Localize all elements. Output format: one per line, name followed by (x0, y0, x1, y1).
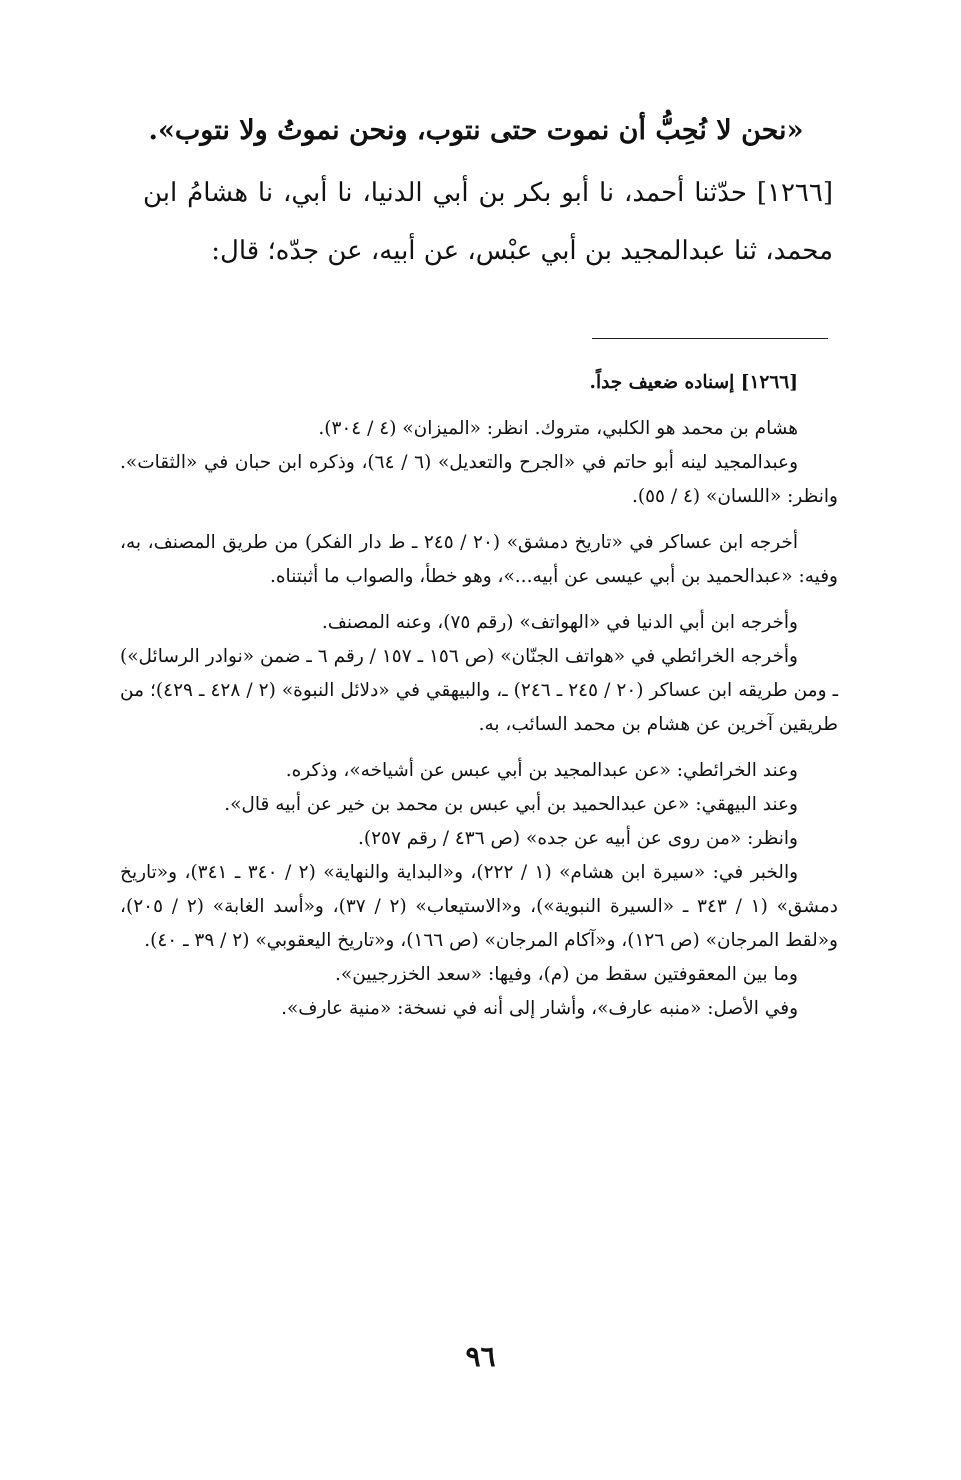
footnote-paragraph: والخبر في: «سيرة ابن هشام» (١ / ٢٢٢)، و«البداية والنهاية» (٢ / ٣٤٠ ـ ٣٤١)، و«تاريخ دمشق» (١ / ٣٤٣ ـ «السيرة النبوية»)، و«الاستيعاب» (٢ / ٣٧)، و«أسد الغابة» (٢ / ٢٠٥)، و«لقط المرجان» (ص ١٢٦)، و«آكام المرجان» (ص ١٦٦)، و«تاريخ اليعقوبي» (٢ / ٣٩ ـ ٤٠). (120, 862, 838, 951)
footnote-paragraph: وعند البيهقي: «عن عبدالحميد بن أبي عبس بن محمد بن خير عن أبيه قال». (224, 794, 798, 815)
footnote-paragraph: وأخرجه ابن أبي الدنيا في «الهواتف» (رقم ٧٥)، وعنه المصنف. (321, 612, 798, 633)
page-number: ٩٦ (465, 1340, 496, 1373)
footnote-paragraph: وعند الخرائطي: «عن عبدالمجيد بن أبي عبس عن أشياخه»، وذكره. (285, 760, 798, 781)
footnote-paragraph: وأخرجه الخرائطي في «هواتف الجنّان» (ص ١٥٦ ـ ١٥٧ / رقم ٦ ـ ضمن «نوادر الرسائل») ـ ومن طريقه ابن عساكر (٢٠ / ٢٤٥ ـ ٢٤٦) ـ، والبيهقي في «دلائل النبوة» (٢ / ٤٢٨ ـ ٤٢٩)؛ من طريقين آخرين عن هشام بن محمد السائب، به. (120, 646, 838, 735)
footnote-paragraph: وما بين المعقوفتين سقط من (م)، وفيها: «سعد الخزرجيين». (335, 964, 798, 985)
footnote-paragraph: هشام بن محمد هو الكلبي، متروك. انظر: «الميزان» (٤ / ٣٠٤). (318, 418, 798, 439)
footnote-title: [١٢٦٦] إسناده ضعيف جداً. (589, 372, 798, 393)
footnote-paragraph: وفي الأصل: «منبه عارف»، وأشار إلى أنه في نسخة: «منية عارف». (281, 998, 798, 1019)
footnote-paragraph: أخرجه ابن عساكر في «تاريخ دمشق» (٢٠ / ٢٤٥ ـ ط دار الفكر) من طريق المصنف، به، وفيه: «عبدالحميد بن أبي عيسى عن أبيه...»، وهو خطأ، والصواب ما أثبتناه. (120, 532, 838, 587)
footnotes (120, 366, 838, 1026)
hadith-isnad: [١٢٦٦] حدّثنا أحمد، نا أبو بكر بن أبي الدنيا، نا أبي، نا هشامُ ابن محمد، ثنا عبدالمجيد بن أبي عبْس، عن أبيه، عن جدّه؛ قال: (143, 178, 833, 266)
footnote-paragraph: وانظر: «من روى عن أبيه عن جده» (ص ٤٣٦ / رقم ٢٥٧). (357, 828, 798, 849)
main-text-block (143, 110, 833, 280)
footnote-separator (592, 338, 828, 339)
quoted-saying: «نحن لا نُحِبُّ أن نموت حتى نتوب، ونحن نموتُ ولا نتوب». (148, 115, 804, 146)
footnote-paragraph: وعبدالمجيد لينه أبو حاتم في «الجرح والتعديل» (٦ / ٦٤)، وذكره ابن حبان في «الثقات». وانظر: «اللسان» (٤ / ٥٥). (120, 452, 838, 507)
